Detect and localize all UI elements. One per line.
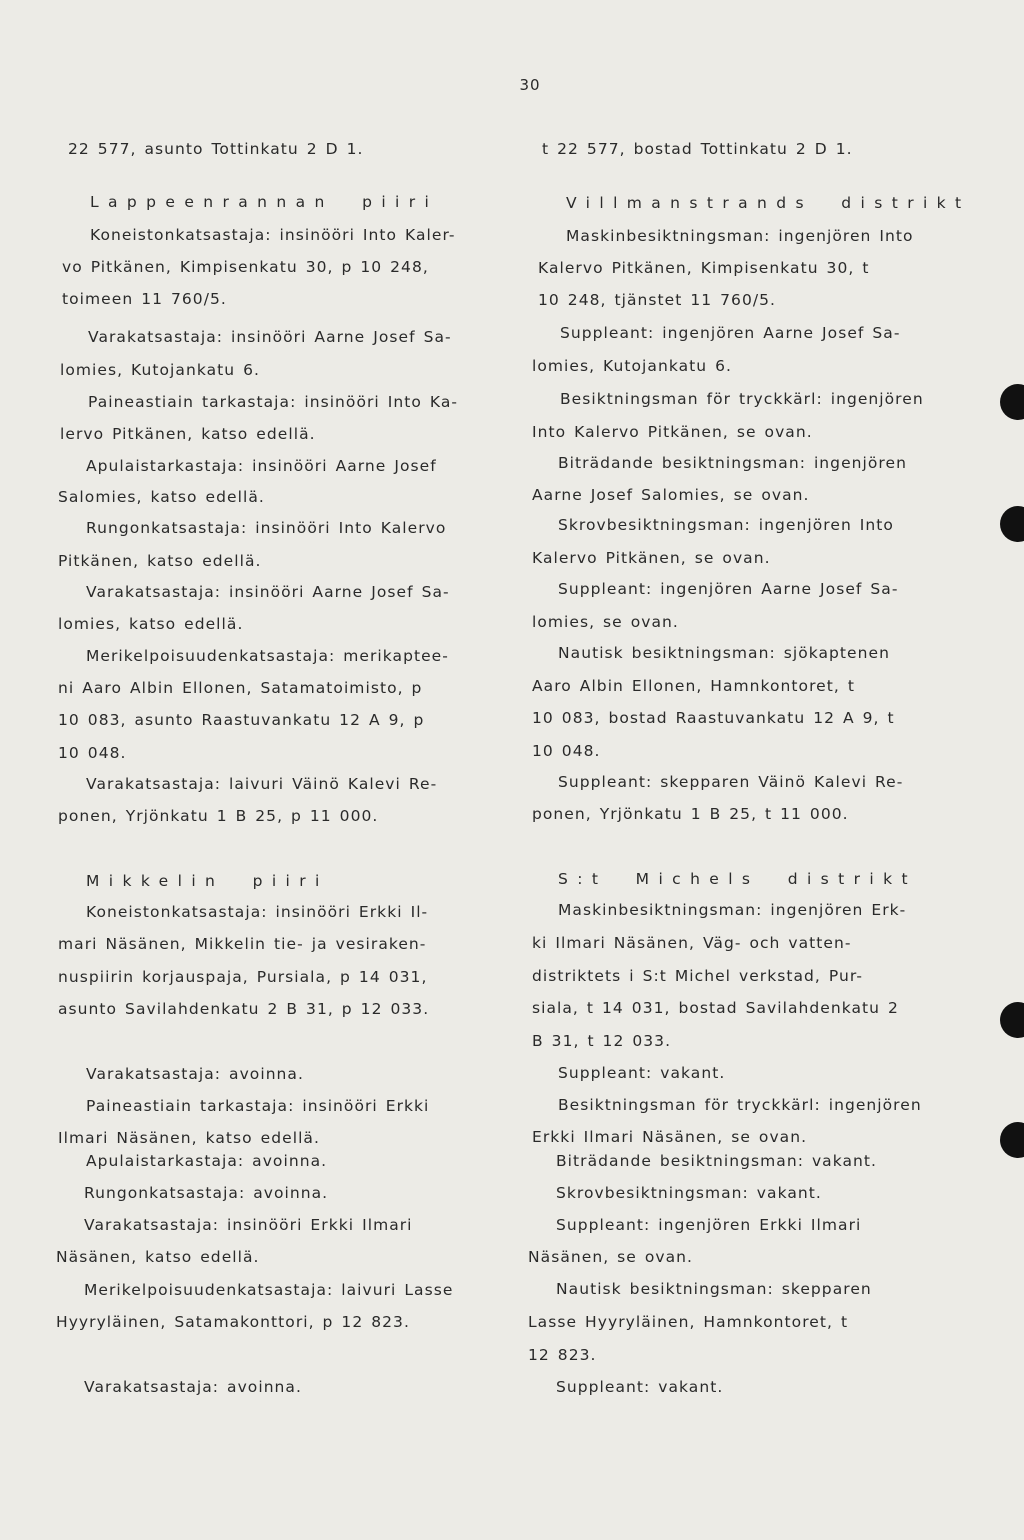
- text-line: ponen, Yrjönkatu 1 B 25, t 11 000.: [532, 805, 849, 823]
- text-line: ponen, Yrjönkatu 1 B 25, p 11 000.: [58, 807, 379, 825]
- binder-hole: [1000, 506, 1024, 542]
- text-line: Kalervo Pitkänen, Kimpisenkatu 30, t: [538, 259, 870, 277]
- text-line: Rungonkatsastaja: avoinna.: [84, 1184, 329, 1202]
- text-line: mari Näsänen, Mikkelin tie- ja vesiraken-: [58, 935, 427, 953]
- text-line: Besiktningsman för tryckkärl: ingenjören: [560, 390, 924, 408]
- text-line: Varakatsastaja: insinööri Erkki Ilmari: [84, 1216, 413, 1234]
- text-line: vo Pitkänen, Kimpisenkatu 30, p 10 248,: [62, 258, 429, 276]
- text-line: lomies, katso edellä.: [58, 615, 244, 633]
- text-line: Suppleant: vakant.: [558, 1064, 726, 1082]
- text-line: ki Ilmari Näsänen, Väg- och vatten-: [532, 934, 852, 952]
- text-line: Nautisk besiktningsman: sjökaptenen: [558, 644, 890, 662]
- section-heading: Villmanstrands distrikt: [566, 194, 971, 212]
- text-line: distriktets i S:t Michel verkstad, Pur-: [532, 967, 863, 985]
- text-line: 12 823.: [528, 1346, 597, 1364]
- text-line: Varakatsastaja: insinööri Aarne Josef Sa-: [86, 583, 450, 601]
- text-line: 10 048.: [532, 742, 601, 760]
- text-line: Erkki Ilmari Näsänen, se ovan.: [532, 1128, 808, 1146]
- text-line: Kalervo Pitkänen, se ovan.: [532, 549, 771, 567]
- binder-hole: [1000, 384, 1024, 420]
- text-line: Ilmari Näsänen, katso edellä.: [58, 1129, 320, 1147]
- text-line: lervo Pitkänen, katso edellä.: [60, 425, 316, 443]
- text-line: Aaro Albin Ellonen, Hamnkontoret, t: [532, 677, 855, 695]
- section-heading: S:t Michels distrikt: [558, 870, 917, 888]
- text-line: Rungonkatsastaja: insinööri Into Kalervo: [86, 519, 447, 537]
- text-line: Suppleant: ingenjören Erkki Ilmari: [556, 1216, 862, 1234]
- text-line: Besiktningsman för tryckkärl: ingenjören: [558, 1096, 922, 1114]
- text-line: Koneistonkatsastaja: insinööri Into Kaler-: [90, 226, 456, 244]
- text-line: nuspiirin korjauspaja, Pursiala, p 14 031,: [58, 968, 428, 986]
- text-line: Hyyryläinen, Satamakonttori, p 12 823.: [56, 1313, 410, 1331]
- text-line: Varakatsastaja: insinööri Aarne Josef Sa-: [88, 328, 452, 346]
- text-line: Skrovbesiktningsman: vakant.: [556, 1184, 822, 1202]
- text-line: toimeen 11 760/5.: [62, 290, 227, 308]
- text-line: Into Kalervo Pitkänen, se ovan.: [532, 423, 813, 441]
- text-line: Biträdande besiktningsman: vakant.: [556, 1152, 878, 1170]
- text-line: Suppleant: ingenjören Aarne Josef Sa-: [560, 324, 901, 342]
- text-line: Paineastiain tarkastaja: insinööri Erkki: [86, 1097, 430, 1115]
- text-line: Varakatsastaja: avoinna.: [86, 1065, 304, 1083]
- text-line: Pitkänen, katso edellä.: [58, 552, 262, 570]
- text-line: Maskinbesiktningsman: ingenjören Erk-: [558, 901, 907, 919]
- text-line: t 22 577, bostad Tottinkatu 2 D 1.: [542, 140, 853, 158]
- text-line: 10 083, asunto Raastuvankatu 12 A 9, p: [58, 711, 425, 729]
- text-line: lomies, Kutojankatu 6.: [60, 361, 260, 379]
- text-line: Skrovbesiktningsman: ingenjören Into: [558, 516, 894, 534]
- text-line: ni Aaro Albin Ellonen, Satamatoimisto, p: [58, 679, 423, 697]
- text-line: Paineastiain tarkastaja: insinööri Into Ka-: [88, 393, 459, 411]
- text-line: Apulaistarkastaja: avoinna.: [86, 1152, 328, 1170]
- text-line: Suppleant: skepparen Väinö Kalevi Re-: [558, 773, 904, 791]
- text-line: lomies, Kutojankatu 6.: [532, 357, 732, 375]
- page-number: 30: [519, 76, 541, 94]
- text-line: Varakatsastaja: avoinna.: [84, 1378, 302, 1396]
- text-line: lomies, se ovan.: [532, 613, 679, 631]
- text-line: Varakatsastaja: laivuri Väinö Kalevi Re-: [86, 775, 438, 793]
- section-heading: Mikkelin piiri: [86, 872, 329, 890]
- text-line: Apulaistarkastaja: insinööri Aarne Josef: [86, 457, 437, 475]
- text-line: 22 577, asunto Tottinkatu 2 D 1.: [68, 140, 364, 158]
- text-line: B 31, t 12 033.: [532, 1032, 672, 1050]
- text-line: Merikelpoisuudenkatsastaja: merikapteе-: [86, 647, 449, 665]
- text-line: Nautisk besiktningsman: skepparen: [556, 1280, 872, 1298]
- text-line: 10 048.: [58, 744, 127, 762]
- text-line: Salomies, katso edellä.: [58, 488, 265, 506]
- binder-hole: [1000, 1002, 1024, 1038]
- text-line: 10 083, bostad Raastuvankatu 12 A 9, t: [532, 709, 895, 727]
- section-heading: Lappeenrannan piiri: [90, 193, 439, 211]
- text-line: 10 248, tjänstet 11 760/5.: [538, 291, 777, 309]
- text-line: Suppleant: vakant.: [556, 1378, 724, 1396]
- text-line: siala, t 14 031, bostad Savilahdenkatu 2: [532, 999, 899, 1017]
- text-line: Biträdande besiktningsman: ingenjören: [558, 454, 907, 472]
- text-line: Koneistonkatsastaja: insinööri Erkki Il-: [86, 903, 429, 921]
- text-line: Näsänen, katso edellä.: [56, 1248, 260, 1266]
- text-line: Merikelpoisuudenkatsastaja: laivuri Lasse: [84, 1281, 454, 1299]
- text-line: Suppleant: ingenjören Aarne Josef Sa-: [558, 580, 899, 598]
- binder-hole: [1000, 1122, 1024, 1158]
- text-line: Lasse Hyyryläinen, Hamnkontoret, t: [528, 1313, 849, 1331]
- text-line: Näsänen, se ovan.: [528, 1248, 693, 1266]
- text-line: Maskinbesiktningsman: ingenjören Into: [566, 227, 914, 245]
- text-line: asunto Savilahdenkatu 2 B 31, p 12 033.: [58, 1000, 430, 1018]
- text-line: Aarne Josef Salomies, se ovan.: [532, 486, 810, 504]
